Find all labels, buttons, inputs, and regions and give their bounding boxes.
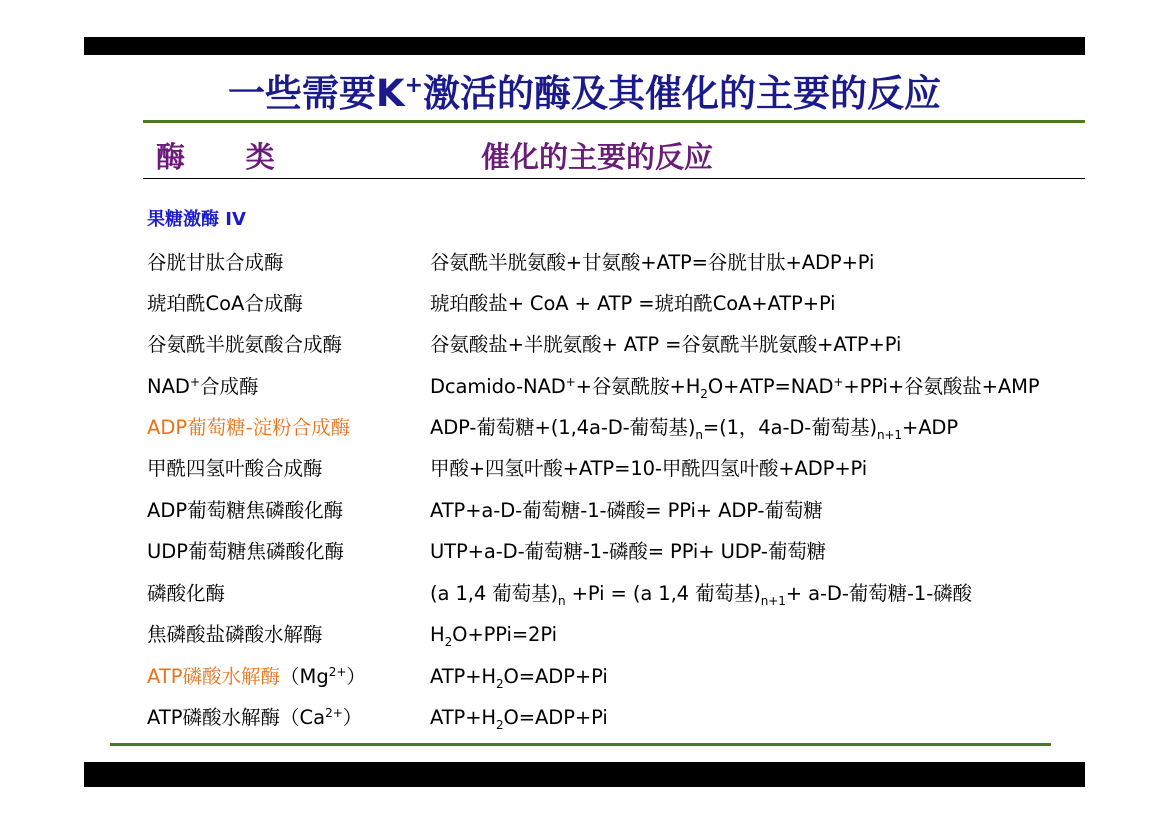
reaction-equation: 谷氨酰半胱氨酸+甘氨酸+ATP=谷胱甘肽+ADP+Pi [430,251,875,274]
reaction-equation: 谷氨酸盐+半胱氨酸+ ATP =谷氨酰半胱氨酸+ATP+Pi [430,333,902,356]
top-black-bar [84,37,1085,55]
reaction-equation: (a 1,4 葡萄基)$_n +Pi = (a$ 1,4 葡萄基)$_{n+1}+ a-D-$葡萄糖-1-磷酸 [430,582,972,608]
reaction-equation: $H_2O+PPi=2Pi$ [430,623,557,649]
enzyme-name: 琥珀酰CoA合成酶 [147,292,303,315]
header-divider [143,178,1085,179]
enzyme-name: 磷酸化酶 [147,582,226,605]
slide-title [0,68,1169,120]
table-row [0,330,1169,360]
column-header-enzyme: 酶 类 [156,140,275,174]
enzyme-name: 甲酰四氢叶酸合成酶 [147,457,323,480]
table-row [0,579,1169,609]
table-row [0,537,1169,567]
title-underline [143,120,1085,123]
table-row [0,620,1169,650]
enzyme-name: ADP葡萄糖-淀粉合成酶 [147,416,351,439]
table-row [0,413,1169,443]
reaction-equation: Dcamido-NAD++谷氨酰胺$+H_2O+ATP=NAD^++PPi+$谷氨酸盐+AMP [430,375,1040,401]
reaction-equation: 琥珀酸盐+ CoA + ATP =琥珀酰CoA+ATP+Pi [430,292,836,315]
bottom-black-bar [84,762,1085,787]
reaction-equation: ATP+a-D-葡萄糖-1-磷酸= PPi+ ADP-葡萄糖 [430,499,823,522]
enzyme-name: ATP磷酸水解酶$(Mg^{2+})$ [147,665,366,688]
reaction-equation: UTP+a-D-葡萄糖-1-磷酸= PPi+ UDP-葡萄糖 [430,540,827,563]
enzyme-name: ATP磷酸水解酶$(Ca^{2+})$ [147,706,363,729]
cofactor-note: $(Ca^{2+})$ [280,706,363,729]
column-header-reaction: 催化的主要的反应 [481,140,714,174]
table-row [0,496,1169,526]
table-row [0,289,1169,319]
enzyme-name: ADP葡萄糖焦磷酸化酶 [147,499,344,522]
enzyme-name: 谷氨酰半胱氨酸合成酶 [147,333,343,356]
enzyme-name: UDP葡萄糖焦磷酸化酶 [147,540,345,563]
group-title: 果糖激酶 IV [147,209,246,230]
title-main: 一些需要K [227,72,405,115]
title-superscript: + [404,73,424,98]
table-row [0,662,1169,692]
reaction-equation: 甲酸+四氢叶酸+ATP=10-甲酰四氢叶酸+ADP+Pi [430,457,868,480]
enzyme-name: 谷胱甘肽合成酶 [147,251,284,274]
enzyme-name: 焦磷酸盐磷酸水解酶 [147,623,323,646]
title-rest: 激活的酶及其催化的主要的反应 [423,72,942,115]
footer-rule [110,743,1051,746]
cofactor-note: $(Mg^{2+})$ [280,665,366,688]
table-row [0,372,1169,402]
reaction-equation: $ATP+H_2O=ADP+Pi$ [430,665,608,691]
reaction-equation: ADP-葡萄糖+(1,4a-D-葡萄基)$_n=(1$，4a-D-葡萄基)$_{n+1}+ADP$ [430,416,959,442]
table-row [0,703,1169,733]
enzyme-name: NAD+合成酶 [147,375,259,398]
reaction-equation: $ATP+H_2O=ADP+Pi$ [430,706,608,732]
table-row [0,248,1169,278]
table-row [0,454,1169,484]
